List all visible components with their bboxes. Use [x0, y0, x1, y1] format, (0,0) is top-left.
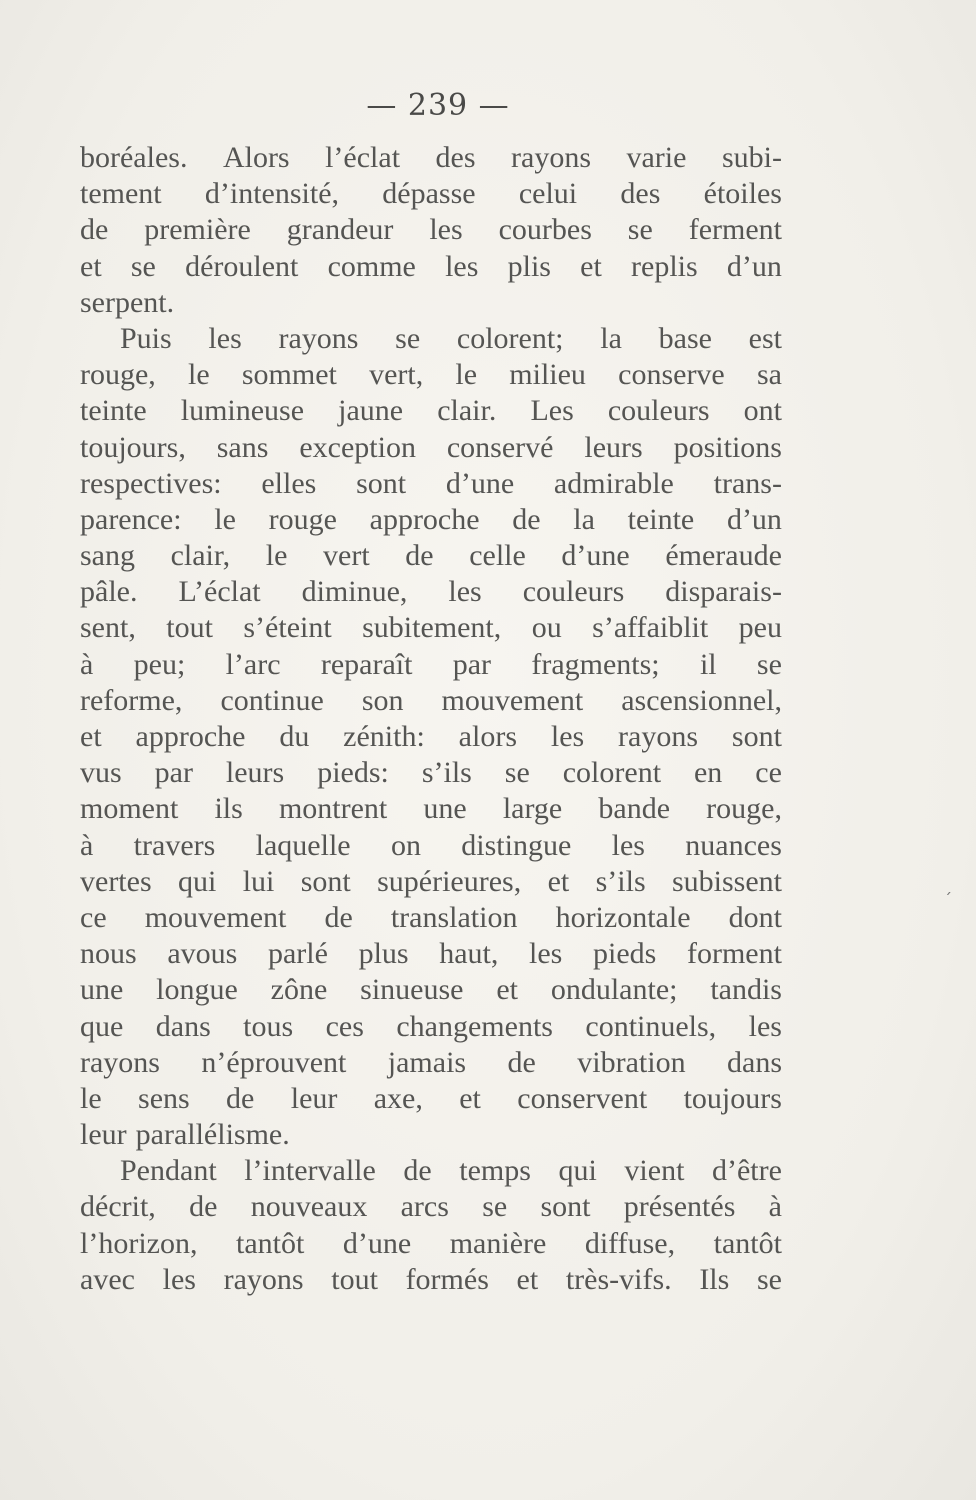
text-line: Pendant l’intervalle de temps qui vient d’être: [120, 1154, 782, 1188]
text-line: vertes qui lui sont supérieures, et s’ils subissent: [80, 864, 782, 898]
text-line: respectives: elles sont d’une admirable trans-: [80, 466, 782, 500]
text-line: tement d’intensité, dépasse celui des étoiles: [80, 177, 782, 211]
text-line: avec les rayons tout formés et très-vifs. Ils se: [80, 1262, 782, 1296]
text-line: sent, tout s’éteint subitement, ou s’affaiblit peu: [80, 611, 782, 645]
text-line: rouge, le sommet vert, le milieu conserve sa: [80, 358, 782, 392]
text-line: à travers laquelle on distingue les nuances: [80, 828, 782, 862]
text-line: et approche du zénith: alors les rayons sont: [80, 720, 782, 753]
text-line: moment ils montrent une large bande rouge,: [80, 792, 782, 826]
text-line: l’horizon, tantôt d’une manière diffuse, tantôt: [80, 1226, 782, 1260]
margin-speck: ˏ: [944, 876, 952, 895]
body-text: [80, 140, 782, 1298]
text-line: teinte lumineuse jaune clair. Les couleurs ont: [80, 394, 782, 428]
text-line: rayons n’éprouvent jamais de vibration dans: [80, 1045, 782, 1079]
text-line: boréales. Alors l’éclat des rayons varie subi-: [80, 141, 782, 174]
text-line: à peu; l’arc reparaît par fragments; il se: [80, 647, 782, 681]
text-line: reforme, continue son mouvement ascensionnel,: [80, 683, 782, 717]
text-line: que dans tous ces changements continuels, les: [80, 1009, 782, 1043]
text-line: nous avous parlé plus haut, les pieds forment: [80, 937, 782, 971]
text-line: et se déroulent comme les plis et replis d’un: [80, 249, 782, 283]
text-line: serpent.: [80, 285, 175, 319]
text-line: pâle. L’éclat diminue, les couleurs disparais-: [80, 575, 782, 609]
text-line: Puis les rayons se colorent; la base est: [120, 321, 782, 355]
text-line: vus par leurs pieds: s’ils se colorent en ce: [80, 756, 782, 790]
text-line: de première grandeur les courbes se ferment: [80, 213, 782, 247]
page-number: — 239 —: [366, 88, 510, 123]
text-line: toujours, sans exception conservé leurs positions: [80, 430, 782, 464]
text-line: parence: le rouge approche de la teinte d’un: [80, 502, 782, 536]
text-line: décrit, de nouveaux arcs se sont présentés à: [80, 1190, 782, 1224]
text-line: leur parallélisme.: [80, 1118, 290, 1152]
text-line: le sens de leur axe, et conservent toujours: [80, 1081, 782, 1115]
text-line: ce mouvement de translation horizontale dont: [80, 900, 782, 934]
text-line: une longue zône sinueuse et ondulante; tandis: [80, 973, 782, 1007]
text-line: sang clair, le vert de celle d’une émeraude: [80, 539, 782, 573]
